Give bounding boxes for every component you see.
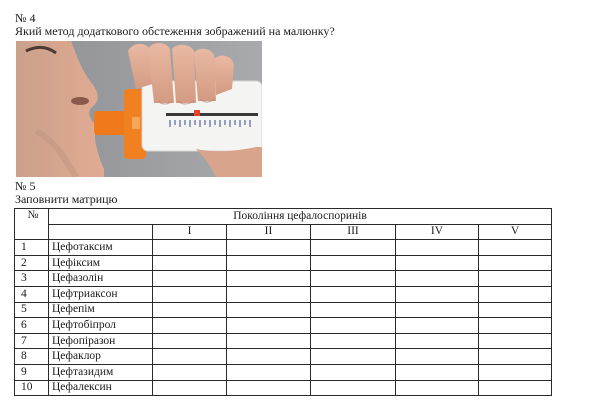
- cell-gen-1[interactable]: [153, 349, 227, 365]
- cell-gen-5[interactable]: [479, 271, 552, 287]
- question-5-text: Заповнити матрицю: [15, 192, 118, 206]
- cell-gen-4[interactable]: [396, 240, 479, 256]
- cell-gen-2[interactable]: [227, 271, 311, 287]
- table-row: [15, 271, 552, 287]
- table-row: [15, 333, 552, 349]
- row-number: 7: [15, 333, 49, 349]
- drug-name: Цефалексин: [49, 380, 153, 396]
- row-number: 10: [15, 380, 49, 396]
- cell-gen-5[interactable]: [479, 318, 552, 334]
- header-gen-2: II: [227, 224, 311, 240]
- cell-gen-1[interactable]: [153, 302, 227, 318]
- header-gen-4: IV: [396, 224, 479, 240]
- cell-gen-5[interactable]: [479, 286, 552, 302]
- cell-gen-1[interactable]: [153, 364, 227, 380]
- drug-name: Цефопіразон: [49, 333, 153, 349]
- header-blank: [49, 224, 153, 240]
- cell-gen-2[interactable]: [227, 302, 311, 318]
- cell-gen-2[interactable]: [227, 255, 311, 271]
- header-gen-1: I: [153, 224, 227, 240]
- cell-gen-4[interactable]: [396, 364, 479, 380]
- cell-gen-4[interactable]: [396, 271, 479, 287]
- cell-gen-4[interactable]: [396, 302, 479, 318]
- header-gen-5: V: [479, 224, 552, 240]
- cell-gen-2[interactable]: [227, 333, 311, 349]
- row-number: 6: [15, 318, 49, 334]
- drug-name: Цефотаксим: [49, 240, 153, 256]
- row-number: 5: [15, 302, 49, 318]
- cell-gen-2[interactable]: [227, 240, 311, 256]
- cell-gen-1[interactable]: [153, 286, 227, 302]
- cell-gen-3[interactable]: [311, 240, 396, 256]
- cell-gen-1[interactable]: [153, 333, 227, 349]
- table-row: [15, 380, 552, 396]
- header-generations-group: Покоління цефалоспоринів: [49, 209, 552, 225]
- drug-name: Цефаклор: [49, 349, 153, 365]
- header-number: №: [15, 209, 49, 240]
- cephalosporin-matrix-table: [14, 208, 552, 396]
- table-row: [15, 240, 552, 256]
- cell-gen-4[interactable]: [396, 380, 479, 396]
- cell-gen-1[interactable]: [153, 271, 227, 287]
- cell-gen-2[interactable]: [227, 349, 311, 365]
- cell-gen-3[interactable]: [311, 318, 396, 334]
- drug-name: Цефтобіпрол: [49, 318, 153, 334]
- cell-gen-4[interactable]: [396, 349, 479, 365]
- cell-gen-5[interactable]: [479, 364, 552, 380]
- cell-gen-5[interactable]: [479, 333, 552, 349]
- row-number: 3: [15, 271, 49, 287]
- cell-gen-2[interactable]: [227, 364, 311, 380]
- cell-gen-2[interactable]: [227, 318, 311, 334]
- question-5-number: № 5: [15, 179, 36, 193]
- cell-gen-3[interactable]: [311, 333, 396, 349]
- cell-gen-1[interactable]: [153, 240, 227, 256]
- drug-name: Цефазолін: [49, 271, 153, 287]
- cell-gen-1[interactable]: [153, 380, 227, 396]
- cell-gen-4[interactable]: [396, 286, 479, 302]
- cell-gen-3[interactable]: [311, 302, 396, 318]
- table-row: [15, 302, 552, 318]
- cell-gen-4[interactable]: [396, 333, 479, 349]
- cell-gen-3[interactable]: [311, 380, 396, 396]
- cell-gen-3[interactable]: [311, 255, 396, 271]
- cell-gen-2[interactable]: [227, 286, 311, 302]
- cell-gen-4[interactable]: [396, 318, 479, 334]
- table-row: [15, 318, 552, 334]
- cell-gen-1[interactable]: [153, 255, 227, 271]
- drug-name: Цефтазидим: [49, 364, 153, 380]
- cell-gen-3[interactable]: [311, 349, 396, 365]
- table-row: [15, 364, 552, 380]
- question-4-text: Який метод додаткового обстеження зображений на малюнку?: [15, 24, 335, 38]
- drug-name: Цефепім: [49, 302, 153, 318]
- row-number: 8: [15, 349, 49, 365]
- row-number: 9: [15, 364, 49, 380]
- cell-gen-3[interactable]: [311, 271, 396, 287]
- cell-gen-5[interactable]: [479, 302, 552, 318]
- drug-name: Цефіксим: [49, 255, 153, 271]
- cell-gen-3[interactable]: [311, 286, 396, 302]
- row-number: 2: [15, 255, 49, 271]
- cell-gen-1[interactable]: [153, 318, 227, 334]
- cell-gen-3[interactable]: [311, 364, 396, 380]
- cell-gen-5[interactable]: [479, 255, 552, 271]
- cell-gen-5[interactable]: [479, 240, 552, 256]
- cell-gen-4[interactable]: [396, 255, 479, 271]
- cell-gen-5[interactable]: [479, 380, 552, 396]
- question-4-number: № 4: [15, 11, 36, 25]
- table-row: [15, 349, 552, 365]
- cell-gen-5[interactable]: [479, 349, 552, 365]
- drug-name: Цефтриаксон: [49, 286, 153, 302]
- peak-flow-meter-photo: [16, 41, 262, 177]
- cell-gen-2[interactable]: [227, 380, 311, 396]
- row-number: 4: [15, 286, 49, 302]
- table-row: [15, 255, 552, 271]
- table-row: [15, 286, 552, 302]
- row-number: 1: [15, 240, 49, 256]
- header-gen-3: III: [311, 224, 396, 240]
